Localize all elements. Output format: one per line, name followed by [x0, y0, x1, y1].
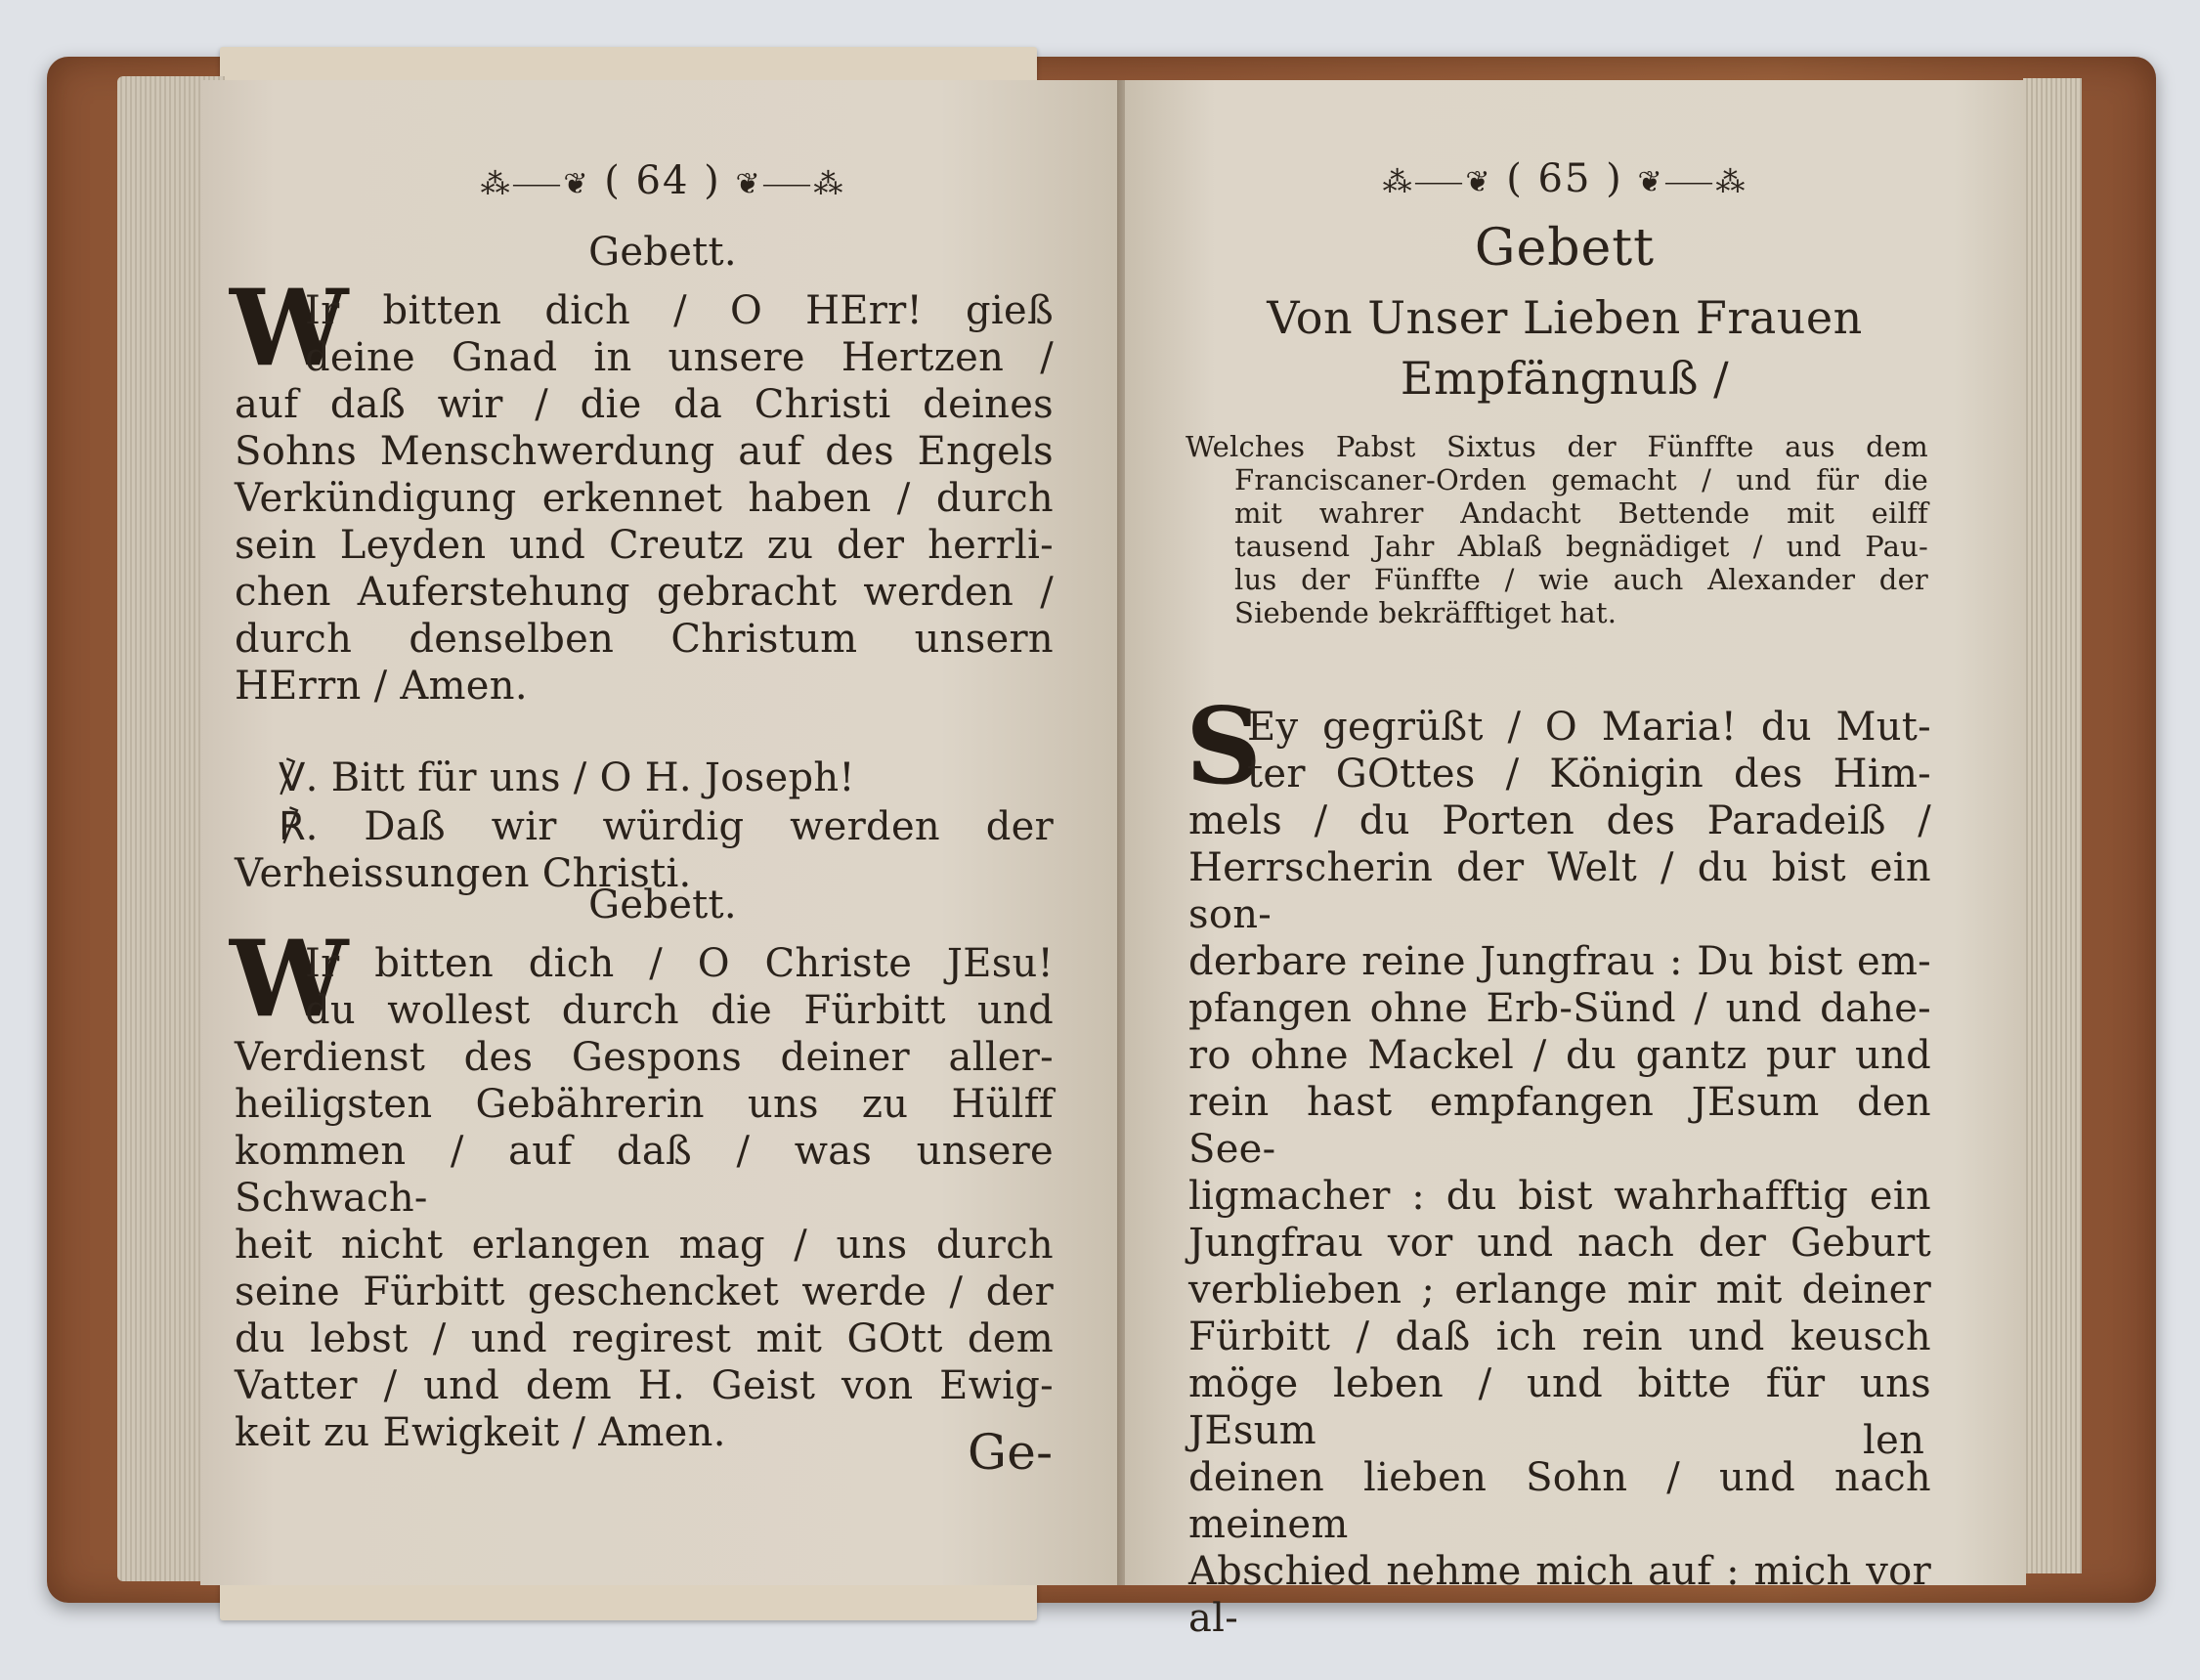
- note-line: Siebende bekräfftiget hat.: [1234, 596, 1618, 629]
- prayer-marian-line: deinen lieben Sohn / und nach meinem: [1188, 1455, 1931, 1547]
- dropcap-1: W: [230, 267, 349, 390]
- note-line: tausend Jahr Ablaß begnädiget / und Pau-: [1234, 530, 1928, 563]
- prayer-marian-line: verblieben ; erlange mir mit deiner: [1188, 1268, 1931, 1313]
- response-line: Verheissungen Christi.: [235, 851, 692, 896]
- note-line: lus der Fünffte / wie auch Alexander der: [1234, 563, 1928, 596]
- prayer-marian: [1188, 704, 1931, 1642]
- page-edges-right: [2023, 78, 2082, 1573]
- prayer-2-line: du lebst / und regirest mit GOtt dem: [235, 1316, 1054, 1361]
- prayer-1-line: Verkündigung erkennet haben / durch: [235, 476, 1054, 521]
- prayer-2-line: du wollest durch die Fürbitt und: [305, 988, 1054, 1033]
- prayer-marian-line: mels / du Porten des Paradeiß /: [1188, 798, 1931, 843]
- prayer-2-line: keit zu Ewigkeit / Amen.: [235, 1410, 726, 1455]
- prayer-marian-line: Jungfrau vor und nach der Geburt: [1188, 1221, 1931, 1266]
- catchword-right: len: [1863, 1418, 1925, 1463]
- prayer-2-line: kommen / auf daß / was unsere Schwach-: [235, 1129, 1054, 1221]
- page-number: ( 65 ): [1506, 156, 1623, 201]
- ornament-right-icon: ❦⸺⁂: [735, 167, 845, 201]
- prayer-2-line: Ir bitten dich / O Christe JEsu!: [305, 941, 1054, 986]
- prayer-marian-line: Abschied nehme mich auf : mich vor al-: [1188, 1549, 1931, 1641]
- ornament-right-icon: ❦⸺⁂: [1637, 165, 1747, 199]
- prayer-1-line: deine Gnad in unsere Hertzen /: [305, 335, 1054, 380]
- response-line: ℟. Daß wir würdig werden der: [279, 804, 1054, 849]
- prayer-marian-line: pfangen ohne Erb-Sünd / und dahe-: [1188, 986, 1931, 1031]
- catchword-left: Ge-: [968, 1424, 1054, 1481]
- prayer-2-line: heiligsten Gebährerin uns zu Hülff: [235, 1082, 1054, 1127]
- prayer-marian-line: möge leben / und bitte für uns JEsum: [1188, 1361, 1931, 1453]
- prayer-2-line: Verdienst des Gespons deiner aller-: [235, 1035, 1054, 1080]
- title-line-2: Von Unser Lieben Frauen: [1267, 291, 1863, 344]
- ornament-left-icon: ⁂⸺❦: [480, 167, 590, 201]
- title-gebett: Gebett: [1474, 219, 1656, 278]
- prayer-marian-line: derbare reine Jungfrau : Du bist em-: [1188, 939, 1931, 984]
- prayer-1-line: durch denselben Christum unsern: [235, 617, 1054, 662]
- prayer-1: [235, 287, 1054, 710]
- prayer-2: [235, 940, 1054, 1456]
- indulgence-note: [1186, 430, 1928, 629]
- dropcap-3: S: [1186, 685, 1262, 808]
- right-page-header: [1125, 156, 2005, 201]
- heading-gebett-1: Gebett.: [588, 230, 737, 275]
- prayer-2-line: Vatter / und dem H. Geist von Ewig-: [235, 1363, 1054, 1408]
- dropcap-2: W: [230, 918, 349, 1041]
- prayer-1-line: HErrn / Amen.: [235, 664, 528, 709]
- ornament-left-icon: ⁂⸺❦: [1382, 165, 1492, 199]
- prayer-marian-line: Herrscherin der Welt / du bist ein son-: [1188, 845, 1931, 937]
- left-page: [200, 80, 1125, 1585]
- note-line: mit wahrer Andacht Bettende mit eilff: [1234, 496, 1928, 530]
- left-page-header: [200, 158, 1125, 203]
- prayer-marian-line: Ey gegrüßt / O Maria! du Mut-: [1247, 705, 1931, 750]
- prayer-2-line: heit nicht erlangen mag / uns durch: [235, 1223, 1054, 1268]
- versicle: ℣. Bitt für uns / O H. Joseph!: [279, 755, 855, 800]
- prayer-2-line: seine Fürbitt geschencket werde / der: [235, 1270, 1054, 1314]
- prayer-marian-line: ter GOttes / Königin des Him-: [1247, 752, 1931, 797]
- right-page: [1125, 80, 2026, 1641]
- prayer-marian-line: rein hast empfangen JEsum den See-: [1188, 1080, 1931, 1172]
- prayer-1-line: Sohns Menschwerdung auf des Engels: [235, 429, 1054, 474]
- prayer-1-line: Ir bitten dich / O HErr! gieß: [305, 288, 1054, 333]
- note-line: Welches Pabst Sixtus der Fünffte aus dem: [1186, 430, 1928, 463]
- prayer-1-line: chen Auferstehung gebracht werden /: [235, 570, 1054, 615]
- title-line-3: Empfängnuß /: [1400, 352, 1730, 405]
- page-number: ( 64 ): [604, 158, 721, 203]
- prayer-marian-line: ro ohne Mackel / du gantz pur und: [1188, 1033, 1931, 1078]
- prayer-1-line: sein Leyden und Creutz zu der herrli-: [235, 523, 1054, 568]
- prayer-marian-line: ligmacher : du bist wahrhafftig ein: [1188, 1174, 1931, 1219]
- note-line: Franciscaner-Orden gemacht / und für die: [1234, 463, 1928, 496]
- prayer-1-line: auf daß wir / die da Christi deines: [235, 382, 1054, 427]
- prayer-marian-line: Fürbitt / daß ich rein und keusch: [1188, 1314, 1931, 1359]
- heading-gebett-2: Gebett.: [588, 883, 737, 927]
